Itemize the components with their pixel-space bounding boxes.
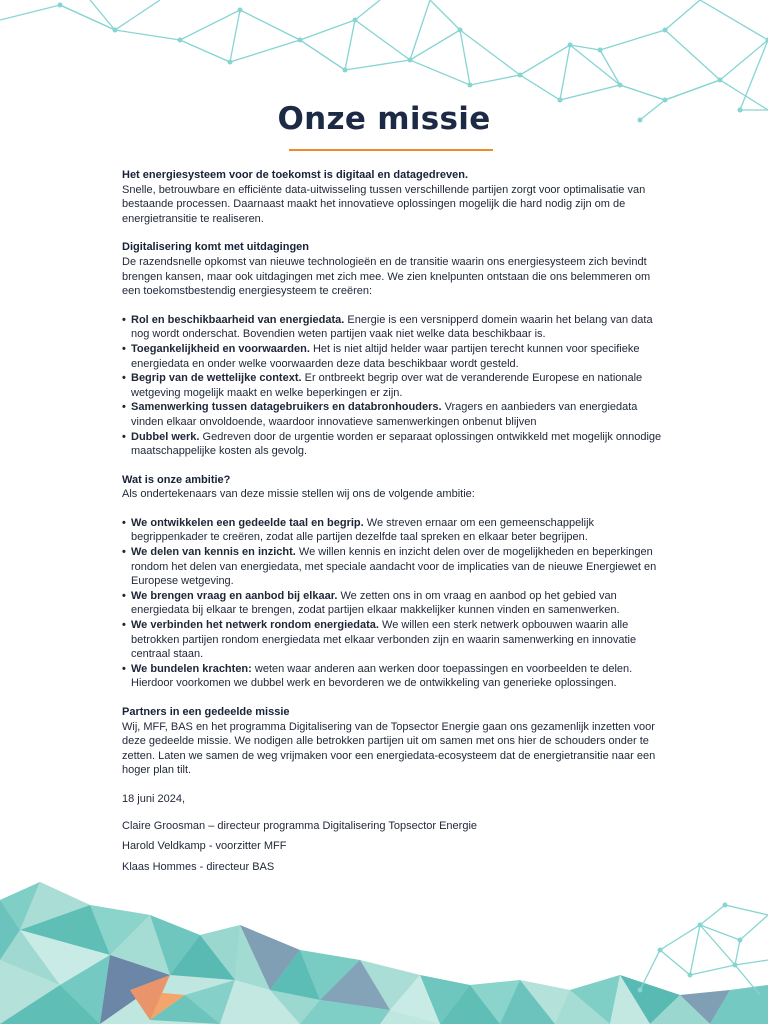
list-item: • Rol en beschikbaarheid van energiedata. Energie is een versnipperd domein waarin het belang van data nog wordt onderschat. Bovendien weten partijen vaak niet welke data beschikbaar is. xyxy=(122,313,662,342)
list-item: • We bundelen krachten: weten waar anderen aan werken door toepassingen en voorbeelden te delen. Hierdoor voorkomen we dubbel werk en bevorderen we de ontwikkeling van generieke oplossingen. xyxy=(122,662,662,691)
section-paragraph: Als ondertekenaars van deze missie stellen wij ons de volgende ambitie: xyxy=(122,488,475,501)
signatory: Harold Veldkamp - voorzitter MFF xyxy=(122,840,287,853)
challenges-list xyxy=(122,313,662,459)
ambition-list xyxy=(122,516,662,691)
section-heading: Het energiesysteem voor de toekomst is digitaal en datagedreven. xyxy=(122,169,469,181)
mission-text xyxy=(122,168,662,880)
list-item: • We ontwikkelen een gedeelde taal en begrip. We streven ernaar om een gemeenschappelijk begrippenkader te creëren, zodat alle partijen dezelfde taal spreken en elkaar beter begrijpen. xyxy=(122,516,662,545)
section-paragraph: Snelle, betrouwbare en efficiënte data-uitwisseling tussen verschillende partijen zorgt voor optimalisatie van bestaande processen. Daarnaast maakt het innovatieve oplossingen mogelijk die hard nodig zijn om de energietransitie te realiseren. xyxy=(122,183,646,225)
list-item: • Toegankelijkheid en voorwaarden. Het is niet altijd helder waar partijen terecht kunnen voor specifieke energiedata en onder welke voorwaarden deze data beschikbaar wordt gesteld. xyxy=(122,342,662,371)
list-item: • Samenwerking tussen datagebruikers en databronhouders. Vragers en aanbieders van energiedata vinden elkaar onvoldoende, waardoor innovatieve samenwerkingen onbenut blijven xyxy=(122,400,662,429)
page-title: Onze missie xyxy=(277,101,491,137)
signatory: Klaas Hommes - directeur BAS xyxy=(122,860,275,873)
title-underline xyxy=(289,149,493,151)
signature-block xyxy=(122,792,662,874)
list-item: • Begrip van de wettelijke context. Er ontbreekt begrip over wat de veranderende Europese en nationale wetgeving mogelijk maakt en welke beperkingen er zijn. xyxy=(122,371,662,400)
section-heading: Partners in een gedeelde missie xyxy=(122,706,290,718)
list-item: • We delen van kennis en inzicht. We willen kennis en inzicht delen over de mogelijkheden en beperkingen rondom het delen van energiedata, met speciale aandacht voor de implicaties van de nieuwe Energiewet en Europese wetgeving. xyxy=(122,545,662,589)
section-heading: Wat is onze ambitie? xyxy=(122,473,231,486)
section-paragraph: Wij, MFF, BAS en het programma Digitalisering van de Topsector Energie gaan ons gezamenlijk inzetten voor deze gedeelde missie. We nodigen alle betrokken partijen uit om samen met ons hier de schouders onder te zetten. Laten we samen de weg vrijmaken voor een energiedata-ecosysteem dat de energietransitie naar een hoger plan tilt. xyxy=(122,720,656,777)
list-item: • We verbinden het netwerk rondom energiedata. We willen een sterk netwerk opbouwen waarin alle betrokken partijen rondom energiedata met elkaar verbonden zijn en waarin samenwerking en innovatie centraal staan. xyxy=(122,618,662,662)
date: 18 juni 2024, xyxy=(122,792,185,805)
polygon-decoration-bottom xyxy=(0,870,768,1024)
list-item: • Dubbel werk. Gedreven door de urgentie worden er separaat oplossingen ontwikkeld met mogelijk onnodige maatschappelijke kosten als gevolg. xyxy=(122,430,662,459)
list-item: • We brengen vraag en aanbod bij elkaar. We zetten ons in om vraag en aanbod op het gebied van energiedata bij elkaar te brengen, zodat partijen elkaar makkelijker kunnen vinden en samenwerken. xyxy=(122,589,662,618)
section-heading: Digitalisering komt met uitdagingen xyxy=(122,241,310,254)
signatory: Claire Groosman – directeur programma Digitalisering Topsector Energie xyxy=(122,819,478,832)
section-paragraph: De razendsnelle opkomst van nieuwe technologieën en de transitie waarin ons energiesysteem zich bevindt brengen kansen, maar ook uitdagingen met zich mee. We zien knelpunten ontstaan die ons belemmeren om een toekomstbestendig energiesysteem te creëren: xyxy=(122,255,651,298)
